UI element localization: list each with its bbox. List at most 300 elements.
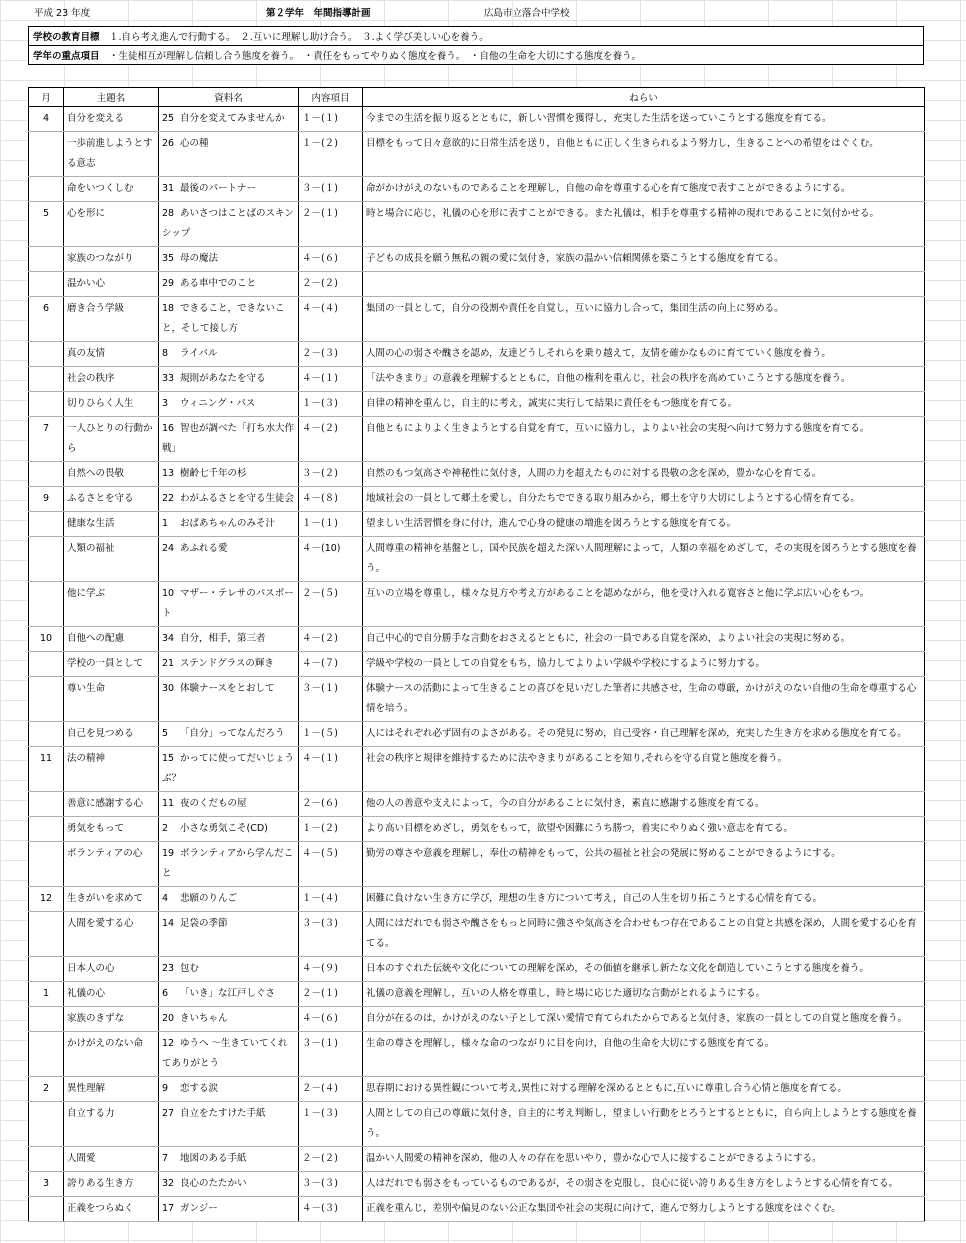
material-number: 9 <box>162 1083 169 1094</box>
material-cell <box>159 1197 299 1222</box>
theme-name: 磨き合う学級 <box>67 303 125 314</box>
aim-cell <box>363 792 925 817</box>
content-item: ４－(１) <box>302 753 338 764</box>
material-name: 恋する涙 <box>180 1083 219 1094</box>
theme-cell <box>64 272 159 297</box>
content-item: ４－(１) <box>302 373 338 384</box>
theme-cell <box>64 842 159 887</box>
table-row <box>29 487 925 512</box>
theme-cell <box>64 1077 159 1102</box>
content-item: １－(２) <box>302 138 338 149</box>
aim-cell <box>363 1147 925 1172</box>
month-cell <box>29 887 64 912</box>
month-cell <box>29 1102 64 1147</box>
content-item-cell <box>299 202 363 247</box>
material-number: 14 <box>162 918 175 929</box>
month-value: 12 <box>39 893 53 904</box>
content-item: ４－(３) <box>302 1203 338 1214</box>
aim-cell <box>363 817 925 842</box>
material-number: 2 <box>162 823 169 834</box>
material-cell <box>159 652 299 677</box>
material-name: ゆうへ ～生きていてくれてありがとう <box>162 1038 288 1069</box>
theme-name: 家族のきずな <box>67 1013 125 1024</box>
theme-cell <box>64 537 159 582</box>
month-cell <box>29 627 64 652</box>
table-row <box>29 887 925 912</box>
table-row <box>29 417 925 462</box>
aim-cell <box>363 177 925 202</box>
aim-cell <box>363 417 925 462</box>
material-cell <box>159 982 299 1007</box>
theme-cell <box>64 417 159 462</box>
content-item: ４－(６) <box>302 253 338 264</box>
month-cell <box>29 177 64 202</box>
aim-text: 日本のすぐれた伝統や文化についての理解を深め，その価値を継承し新たな文化を創造していこうとする態度を養う。 <box>366 963 869 974</box>
month-value: 7 <box>42 423 50 434</box>
table-row <box>29 722 925 747</box>
theme-name: ボランティアの心 <box>67 848 143 859</box>
aim-cell <box>363 272 925 297</box>
material-cell <box>159 342 299 367</box>
material-number: 26 <box>162 138 175 149</box>
theme-name: 心を形に <box>67 208 106 219</box>
aim-cell <box>363 1032 925 1077</box>
month-value: 5 <box>42 208 50 219</box>
aim-text: より高い目標をめざし，勇気をもって，欲望や困難にうち勝つ，着実にやりぬく強い意志を育てる。 <box>366 823 793 834</box>
theme-cell <box>64 582 159 627</box>
table-row <box>29 627 925 652</box>
content-item: ４－(６) <box>302 1013 338 1024</box>
content-item: ４－(９) <box>302 963 338 974</box>
aim-text: 人はだれでも弱さをもっているものであるが，その弱さを克服し，良心に従い誇りある生き方をしようとする心情を育てる。 <box>366 1178 899 1189</box>
theme-name: 自立する力 <box>67 1108 115 1119</box>
material-name: 足袋の季節 <box>180 918 228 929</box>
goals-box <box>28 26 924 65</box>
aim-text: 体験ナースの活動によって生きることの喜びを見いだした筆者に共感させ，生命の尊厳，かけがえのない自他の生命を尊重する心情を培う。 <box>366 683 917 714</box>
table-row <box>29 677 925 722</box>
content-item: ２－(４) <box>302 1083 338 1094</box>
content-item-cell <box>299 652 363 677</box>
month-value: 3 <box>42 1178 50 1189</box>
content-item: １－(１) <box>302 518 338 529</box>
aim-cell <box>363 297 925 342</box>
material-cell <box>159 202 299 247</box>
col-header-month: 月 <box>29 88 64 107</box>
month-cell <box>29 1032 64 1077</box>
material-number: 31 <box>162 183 175 194</box>
material-name: 体験ナースをとおして <box>180 683 275 694</box>
material-name: ガンジー <box>180 1203 218 1214</box>
aim-cell <box>363 202 925 247</box>
table-header-row <box>29 88 925 107</box>
theme-name: 正義をつらぬく <box>67 1203 134 1214</box>
table-row <box>29 747 925 792</box>
content-item: ２－(６) <box>302 798 338 809</box>
theme-cell <box>64 342 159 367</box>
table-row <box>29 107 925 132</box>
theme-name: 礼儀の心 <box>67 988 106 999</box>
table-row <box>29 342 925 367</box>
theme-cell <box>64 512 159 537</box>
aim-cell <box>363 462 925 487</box>
theme-cell <box>64 202 159 247</box>
material-cell <box>159 392 299 417</box>
theme-cell <box>64 1172 159 1197</box>
theme-cell <box>64 1147 159 1172</box>
month-value: 6 <box>42 303 50 314</box>
aim-cell <box>363 722 925 747</box>
content-item: ３－(１) <box>302 183 338 194</box>
material-number: 1 <box>162 518 169 529</box>
theme-name: 人類の福祉 <box>67 543 115 554</box>
material-name: きいちゃん <box>180 1013 228 1024</box>
theme-name: 他に学ぶ <box>67 588 106 599</box>
content-item: １－(３) <box>302 398 338 409</box>
material-name: おばあちゃんのみそ汁 <box>180 518 276 529</box>
material-cell <box>159 487 299 512</box>
table-row <box>29 912 925 957</box>
material-number: 16 <box>162 423 175 434</box>
content-item: ４－(５) <box>302 848 338 859</box>
aim-text: 人にはそれぞれ必ず固有のよさがある。その発見に努め，自己受容・自己理解を深め，充実した生き方を求める態度を育てる。 <box>366 728 907 739</box>
material-number: 29 <box>162 278 175 289</box>
aim-cell <box>363 392 925 417</box>
content-item-cell <box>299 792 363 817</box>
aim-cell <box>363 842 925 887</box>
school-goals-text: １.自ら考え進んで行動する。 ２.互いに理解し助け合う。 ３.よく学び美しい心を養う。 <box>109 32 489 43</box>
material-number: 8 <box>162 348 169 359</box>
month-cell <box>29 342 64 367</box>
aim-text: 生命の尊さを理解し，様々な命のつながりに目を向け，自他の生命を大切にする態度を育てる。 <box>366 1038 775 1049</box>
material-cell <box>159 1007 299 1032</box>
material-number: 5 <box>162 728 169 739</box>
content-item: ４－(４) <box>302 303 338 314</box>
theme-cell <box>64 887 159 912</box>
material-number: 4 <box>162 893 169 904</box>
content-item-cell <box>299 462 363 487</box>
aim-cell <box>363 957 925 982</box>
month-cell <box>29 747 64 792</box>
table-row <box>29 792 925 817</box>
material-cell <box>159 1032 299 1077</box>
table-row <box>29 1077 925 1102</box>
month-cell <box>29 817 64 842</box>
material-name: 母の魔法 <box>180 253 219 264</box>
month-cell <box>29 677 64 722</box>
theme-cell <box>64 177 159 202</box>
material-number: 24 <box>162 543 175 554</box>
aim-text: 子どもの成長を願う無私の親の愛に気付き，家族の温かい信頼関係を築こうとする態度を育てる。 <box>366 253 784 264</box>
content-item-cell <box>299 367 363 392</box>
aim-cell <box>363 887 925 912</box>
material-cell <box>159 957 299 982</box>
material-name: 智也が調べた「打ち水大作戦」 <box>162 423 295 454</box>
theme-cell <box>64 982 159 1007</box>
content-item: ４－(８) <box>302 493 338 504</box>
aim-text: 人間の心の弱さや醜さを認め，友達どうしそれらを乗り越えて，友情を確かなものに育てていく態度を養う。 <box>366 348 831 359</box>
aim-cell <box>363 132 925 177</box>
table-row <box>29 817 925 842</box>
material-name: 悲願のりんご <box>180 893 238 904</box>
material-number: 11 <box>162 798 175 809</box>
aim-text: 自己中心的で自分勝手な言動をおさえるとともに，社会の一員である自覚を深め，よりよい社会の実現に努める。 <box>366 633 851 644</box>
month-cell <box>29 367 64 392</box>
material-number: 23 <box>162 963 175 974</box>
material-name: ライバル <box>180 348 218 359</box>
material-cell <box>159 297 299 342</box>
month-cell <box>29 582 64 627</box>
material-name: 自分を変えてみませんか <box>180 113 285 124</box>
material-cell <box>159 817 299 842</box>
aim-cell <box>363 487 925 512</box>
content-item-cell <box>299 132 363 177</box>
theme-name: 真の友情 <box>67 348 106 359</box>
table-row <box>29 982 925 1007</box>
month-cell <box>29 982 64 1007</box>
month-cell <box>29 1007 64 1032</box>
table-row <box>29 1147 925 1172</box>
theme-cell <box>64 462 159 487</box>
material-cell <box>159 792 299 817</box>
theme-cell <box>64 392 159 417</box>
aim-text: 正義を重んじ，差別や偏見のない公正な集団や社会の実現に向けて，進んで努力しようとする態度をはぐくむ。 <box>366 1203 841 1214</box>
aim-cell <box>363 1172 925 1197</box>
content-item: ２－(１) <box>302 988 338 999</box>
table-row <box>29 297 925 342</box>
table-row <box>29 247 925 272</box>
aim-cell <box>363 652 925 677</box>
material-name: 樹齢七千年の杉 <box>180 468 247 479</box>
content-item: ３－(１) <box>302 1038 338 1049</box>
theme-name: 切りひらく人生 <box>67 398 134 409</box>
aim-cell <box>363 1007 925 1032</box>
material-number: 25 <box>162 113 175 124</box>
material-number: 10 <box>162 588 175 599</box>
content-item: ３－(２) <box>302 468 338 479</box>
material-number: 33 <box>162 373 175 384</box>
content-item: １－(４) <box>302 893 338 904</box>
annual-plan-table <box>28 87 925 1222</box>
col-header-theme: 主題名 <box>64 88 159 107</box>
month-cell <box>29 1197 64 1222</box>
month-cell <box>29 297 64 342</box>
theme-name: 温かい心 <box>67 278 106 289</box>
content-item: ４－(７) <box>302 658 338 669</box>
material-name: ステンドグラスの輝き <box>180 658 274 669</box>
month-cell <box>29 792 64 817</box>
aim-cell <box>363 912 925 957</box>
theme-name: 日本人の心 <box>67 963 115 974</box>
aim-text: 地域社会の一員として郷土を愛し，自分たちでできる取り組みから，郷土を守り大切にしようとする心情を育てる。 <box>366 493 860 504</box>
material-number: 6 <box>162 988 169 999</box>
aim-cell <box>363 1102 925 1147</box>
material-cell <box>159 537 299 582</box>
theme-name: 命をいつくしむ <box>67 183 134 194</box>
content-item-cell <box>299 247 363 272</box>
content-item: ３－(１) <box>302 683 338 694</box>
month-cell <box>29 912 64 957</box>
material-name: 夜のくだもの屋 <box>180 798 247 809</box>
month-cell <box>29 512 64 537</box>
aim-cell <box>363 342 925 367</box>
aim-cell <box>363 627 925 652</box>
grade-goals-row <box>29 46 924 65</box>
theme-name: 勇気をもって <box>67 823 125 834</box>
material-cell <box>159 272 299 297</box>
material-cell <box>159 1147 299 1172</box>
material-cell <box>159 107 299 132</box>
grade-goals-text: ・生徒相互が理解し信頼し合う態度を養う。 ・責任をもってやりぬく態度を養う。 ・自他の生命を大切にする態度を養う。 <box>109 51 642 62</box>
table-row <box>29 957 925 982</box>
month-cell <box>29 1077 64 1102</box>
material-number: 18 <box>162 303 175 314</box>
table-row <box>29 512 925 537</box>
aim-text: 命がかけがえのないものであることを理解し，自他の命を尊重する心を育て態度で表すことができるようにする。 <box>366 183 851 194</box>
aim-text: 「法やきまり」の意義を理解するとともに，自他の権利を重んじ，社会の秩序を高めていこうとする態度を養う。 <box>366 373 851 384</box>
theme-cell <box>64 247 159 272</box>
aim-cell <box>363 677 925 722</box>
content-item-cell <box>299 817 363 842</box>
aim-text: 互いの立場を尊重し，様々な見方や考え方があることを認めながら，他を受け入れる寛容さと他に学ぶ広い心をもつ。 <box>366 588 870 599</box>
material-cell <box>159 1102 299 1147</box>
theme-name: ふるさとを守る <box>67 493 134 504</box>
aim-text: 思春期における異性観について考え,異性に対する理解を深めるとともに,互いに尊重し合う心情と態度を育てる。 <box>366 1083 847 1094</box>
material-cell <box>159 842 299 887</box>
theme-name: 家族のつながり <box>67 253 134 264</box>
content-item-cell <box>299 392 363 417</box>
material-number: 12 <box>162 1038 175 1049</box>
content-item-cell <box>299 842 363 887</box>
aim-text: 自律の精神を重んじ，自主的に考え，誠実に実行して結果に責任をもつ態度を育てる。 <box>366 398 738 409</box>
theme-name: 健康な生活 <box>67 518 115 529</box>
month-cell <box>29 272 64 297</box>
month-value: 11 <box>39 753 53 764</box>
month-cell <box>29 537 64 582</box>
content-item: ４－(２) <box>302 423 338 434</box>
school-goals-row <box>29 27 924 46</box>
material-number: 13 <box>162 468 175 479</box>
content-item-cell <box>299 272 363 297</box>
content-item-cell <box>299 297 363 342</box>
theme-cell <box>64 747 159 792</box>
material-cell <box>159 677 299 722</box>
month-value: 1 <box>42 988 50 999</box>
content-item-cell <box>299 677 363 722</box>
material-number: 34 <box>162 633 175 644</box>
theme-cell <box>64 132 159 177</box>
month-cell <box>29 462 64 487</box>
theme-cell <box>64 817 159 842</box>
material-name: ボランティアから学んだこと <box>162 848 294 879</box>
content-item: ２－(１) <box>302 208 338 219</box>
content-item-cell <box>299 722 363 747</box>
col-header-content-item: 内容項目 <box>299 88 363 107</box>
aim-text: 自分が在るのは，かけがえのない子として深い愛情で育てられたからであると気付き，家族の一員としての自覚と態度を養う。 <box>366 1013 908 1024</box>
aim-cell <box>363 1197 925 1222</box>
content-item-cell <box>299 342 363 367</box>
theme-name: 人間を愛する心 <box>67 918 134 929</box>
month-value: 10 <box>39 633 53 644</box>
content-item-cell <box>299 582 363 627</box>
aim-text: 礼儀の意義を理解し，互いの人格を尊重し，時と場に応じた適切な言動がとれるようにする。 <box>366 988 766 999</box>
material-name: かってに使ってだいじょうぶ？ <box>162 753 295 784</box>
theme-cell <box>64 107 159 132</box>
table-row <box>29 652 925 677</box>
theme-name: 尊い生命 <box>67 683 106 694</box>
theme-cell <box>64 487 159 512</box>
table-row <box>29 177 925 202</box>
material-cell <box>159 582 299 627</box>
aim-cell <box>363 1077 925 1102</box>
col-header-material: 資料名 <box>159 88 299 107</box>
aim-text: 時と場合に応じ，礼儀の心を形に表すことができる。また礼儀は，相手を尊重する精神の現れであることに気付かせる。 <box>366 208 880 219</box>
table-row <box>29 272 925 297</box>
content-item-cell <box>299 1172 363 1197</box>
page-title <box>266 6 371 22</box>
aim-cell <box>363 247 925 272</box>
material-name: 自分，相手，第三者 <box>180 633 266 644</box>
month-cell <box>29 1172 64 1197</box>
table-row <box>29 367 925 392</box>
material-number: 20 <box>162 1013 175 1024</box>
material-name: 小さな勇気こそ(CD) <box>180 823 268 834</box>
theme-cell <box>64 1197 159 1222</box>
theme-name: 法の精神 <box>67 753 106 764</box>
theme-name: 異性理解 <box>67 1083 106 1094</box>
theme-cell <box>64 297 159 342</box>
material-cell <box>159 747 299 792</box>
aim-cell <box>363 982 925 1007</box>
material-cell <box>159 247 299 272</box>
aim-cell <box>363 512 925 537</box>
material-number: 27 <box>162 1108 175 1119</box>
content-item-cell <box>299 1197 363 1222</box>
content-item-cell <box>299 1102 363 1147</box>
content-item: ３－(３) <box>302 1178 338 1189</box>
theme-cell <box>64 652 159 677</box>
content-item-cell <box>299 982 363 1007</box>
theme-name: 社会の秩序 <box>67 373 115 384</box>
content-item-cell <box>299 537 363 582</box>
aim-cell <box>363 367 925 392</box>
month-value: 2 <box>42 1083 50 1094</box>
aim-text: 学級や学校の一員としての自覚をもち，協力してよりよい学級や学校にするように努力する。 <box>366 658 766 669</box>
theme-name: 自己を見つめる <box>67 728 134 739</box>
aim-text: 社会の秩序と規律を維持するために法やきまりがあることを知り,それらを守る自覚と態度を養う。 <box>366 753 788 764</box>
aim-text: 人間にはだれでも弱さや醜さをもっと同時に強さや気高さを合わせもつ存在であることの自覚と共感を深め，人間を愛する心を育てる。 <box>366 918 917 949</box>
material-cell <box>159 177 299 202</box>
grade-goals-label: 学年の重点項目 <box>33 51 100 62</box>
aim-text: 人間としての自己の尊厳に気付き，自主的に考え判断し，望ましい行動をとろうとするとともに，自ら向上しようとする態度を養う。 <box>366 1108 917 1139</box>
material-name: できること，できないこと，そして接し方 <box>162 303 285 334</box>
month-cell <box>29 247 64 272</box>
month-cell <box>29 652 64 677</box>
content-item-cell <box>299 107 363 132</box>
content-item-cell <box>299 1077 363 1102</box>
content-item-cell <box>299 177 363 202</box>
month-cell <box>29 417 64 462</box>
content-item: ２－(２) <box>302 1153 338 1164</box>
aim-text: 自他ともによりよく生きようとする自覚を育て，互いに協力し，よりよい社会の実現へ向けて努力する態度を育てる。 <box>366 423 870 434</box>
material-name: マザー・テレサのパスポート <box>162 588 294 619</box>
material-name: あいさつはことばのスキンシップ <box>162 208 294 239</box>
aim-text: 目標をもって日々意欲的に日常生活を送り，自他ともに正しく生きられるよう努力し，生きることへの希望をはぐくむ。 <box>366 138 879 149</box>
theme-cell <box>64 1102 159 1147</box>
content-item: ３－(３) <box>302 918 338 929</box>
material-name: 「自分」ってなんだろう <box>180 728 285 739</box>
theme-name: かけがえのない命 <box>67 1038 144 1049</box>
material-number: 28 <box>162 208 175 219</box>
